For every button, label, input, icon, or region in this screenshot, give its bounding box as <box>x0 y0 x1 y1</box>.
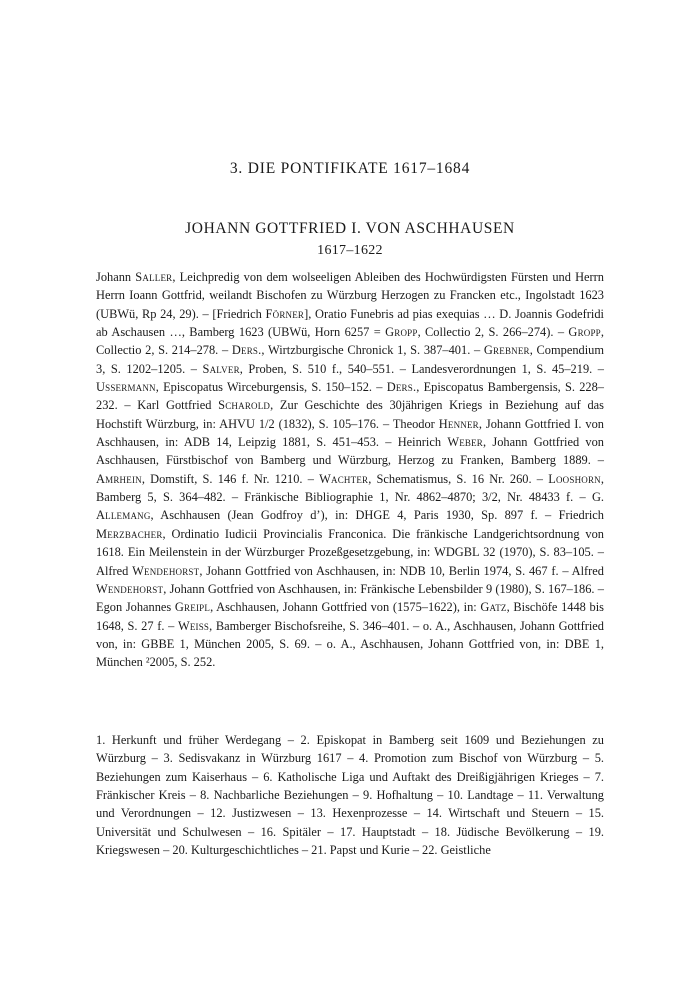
author-name: Wendehorst <box>96 581 164 596</box>
citation-text: , Ordinatio Iudicii Provincialis Franconica. Die fränkische Landgerichtsordnung von 1618. Ein Meilenstein in der Würzburger Prozeßgesetzgebung, in: WDGBL 32 (1970), S. 83–105. – Alfred <box>96 526 604 578</box>
citation-text: , Collectio 2, S. 214–278. – <box>96 325 604 358</box>
author-name: Amrhein <box>96 471 142 486</box>
citation-text: , Bamberg 5, S. 364–482. – Fränkische Bibliographie 1, Nr. 4862–4870; 3/2, Nr. 48433 f. – G. <box>96 471 604 505</box>
citation-text: , Leichpredig von dem wolseeligen Ableiben des Hochwürdigsten Fürsten und Herrn Herrn Ioann Gottfrid, weilandt Bischofen zu Würzburg Herzogen zu Francken etc., Ingolstadt 1623 (UBWü, Rp 24, 29). – [Friedrich <box>96 270 604 321</box>
author-name: Weiss <box>177 618 210 633</box>
section-name: JOHANN GOTTFRIED I. VON ASCHHAUSEN <box>185 220 515 237</box>
citation-text: , Bischöfe 1448 bis 1648, S. 27 f. – <box>96 600 604 633</box>
contents-overview: 1. Herkunft und früher Werdegang – 2. Episkopat in Bamberg seit 1609 und Beziehungen zu Würzburg – 3. Sedisvakanz in Würzburg 1617 – 4. Promotion zum Bischof von Würzburg – 5. Beziehungen zum Kaiserhaus – 6. Katholische Liga und Auftakt des Dreißigjährigen Krieges – 7. Fränkischer Kreis – 8. Nachbarliche Beziehungen – 9. Hofhaltung – 10. Landtage – 11. Verwaltung und Verordnungen – 12. Justizwesen – 13. Hexenprozesse – 14. Wirtschaft und Steuern – 15. Universität und Schulwesen – 16. Spitäler – 17. Hauptstadt – 18. Jüdische Bevölkerung – 19. Kriegswesen – 20. Kulturgeschichtliches – 21. Papst und Kurie – 22. Geistliche <box>96 733 604 858</box>
citation-text: , Aschhausen (Jean Godfroy d’), in: DHGE 4, Paris 1930, Sp. 897 f. – Friedrich <box>150 508 604 523</box>
author-name: Merzbacher <box>96 526 163 541</box>
section-years: 1617–1622 <box>317 243 383 258</box>
author-name: Ussermann <box>96 380 156 395</box>
author-name: Ders. <box>231 343 262 358</box>
citation-text: , Zur Geschichte des 30jährigen Kriegs in Beziehung auf das Hochstift Würzburg, in: AHVU 1/2 (1832), S. 105–176. – Theodor <box>96 398 604 431</box>
author-name: Allemang <box>96 508 151 523</box>
author-name: Grebner <box>483 343 530 358</box>
citation-text: , Collectio 2, S. 266–274). – <box>417 325 569 340</box>
bibliography-paragraph <box>96 268 604 672</box>
author-name: Gatz <box>480 600 507 615</box>
citation-text: , Episcopatus Bambergensis, S. 228–232. – Karl Gottfried <box>96 380 604 413</box>
citation-text: , Episcopatus Wirceburgensis, S. 150–152. – <box>155 380 387 395</box>
citation-text: , Bamberger Bischofsreihe, S. 346–401. – o. A., Aschhausen, Johann Gottfried von, in: GBBE 1, München 2005, S. 69. – o. A., Aschhausen, Johann Gottfried von, in: DBE 1, München ²2005, S. 252. <box>96 618 604 670</box>
author-name: Weber <box>447 435 484 450</box>
author-name: Wendehorst <box>132 563 200 578</box>
citation-text: , Johann Gottfried von Aschhausen, in: Fränkische Lebensbilder 9 (1980), S. 167–186. – Egon Johannes <box>96 581 604 615</box>
author-name: Gropp <box>385 325 418 340</box>
citation-text: , Schematismus, S. 16 Nr. 260. – <box>368 471 549 486</box>
citation-text: ], Oratio Funebris ad pias exequias … D. Joannis Godefridi ab Aschausen …, Bamberg 1623 (UBWü, Horn 6257 = <box>96 306 604 340</box>
author-name: Saller <box>135 270 173 284</box>
citation-text: , Compendium 3, S. 1202–1205. – <box>96 343 605 376</box>
author-name: Gropp <box>568 325 601 340</box>
author-name: Looshorn <box>548 471 601 486</box>
citation-text: , Domstift, S. 146 f. Nr. 1210. – <box>141 471 320 486</box>
author-name: Henner <box>438 416 479 431</box>
author-name: Greipl <box>174 600 211 615</box>
author-name: Förner <box>265 306 305 321</box>
citation-text: Johann <box>96 270 136 284</box>
author-name: Scharold <box>218 398 271 413</box>
citation-text: , Johann Gottfried von Aschhausen, in: NDB 10, Berlin 1974, S. 467 f. – Alfred <box>199 563 604 578</box>
citation-text: , Aschhausen, Johann Gottfried von (1575–1622), in: <box>210 600 481 615</box>
citation-text: , Johann Gottfried von Aschhausen, Fürstbischof von Bamberg und Würzburg, Herzog zu Franken, Bamberg 1889. – <box>96 435 604 468</box>
chapter-title: 3. DIE PONTIFIKATE 1617–1684 <box>229 160 471 177</box>
citation-text: , Proben, S. 510 f., 540–551. – Landesverordnungen 1, S. 45–219. – <box>239 361 604 376</box>
author-name: Salver <box>202 361 240 376</box>
author-name: Wachter <box>319 471 369 486</box>
author-name: Ders. <box>386 380 417 395</box>
citation-text: , Wirtzburgische Chronick 1, S. 387–401. – <box>261 343 484 358</box>
section-title <box>0 218 700 262</box>
citation-text: , Johann Gottfried I. von Aschhausen, in: ADB 14, Leipzig 1881, S. 451–453. – Heinrich <box>96 416 604 450</box>
